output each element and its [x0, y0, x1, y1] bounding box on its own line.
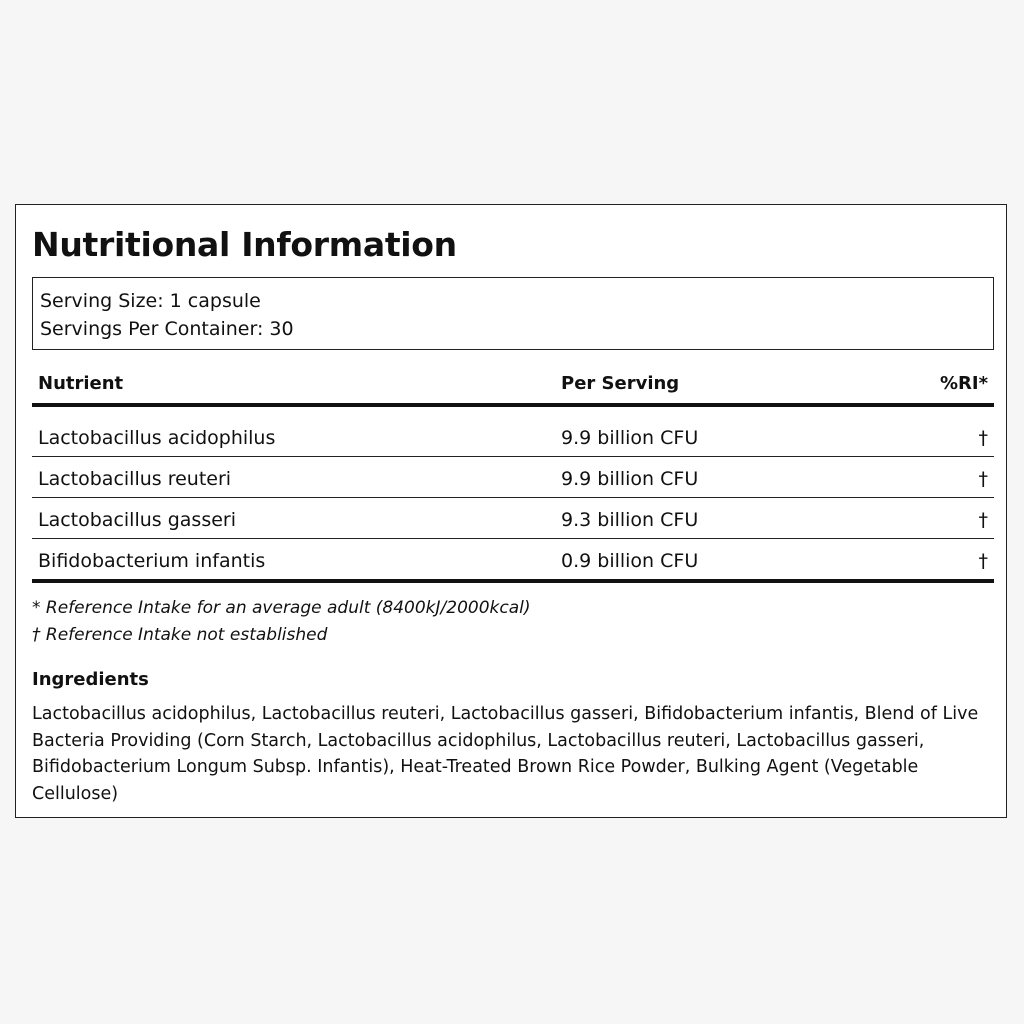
header-nutrient: Nutrient — [38, 373, 124, 394]
ingredients-heading: Ingredients — [32, 669, 149, 690]
header-per-serving: Per Serving — [561, 373, 680, 394]
nutrient-name: Lactobacillus gasseri — [38, 509, 236, 531]
nutrient-per-serving: 9.9 billion CFU — [561, 427, 699, 449]
serving-size: Serving Size: 1 capsule — [40, 290, 261, 312]
nutrient-ri: † — [978, 509, 988, 531]
serving-info-box — [32, 277, 994, 350]
table-row — [32, 416, 994, 457]
table-header-row — [32, 365, 994, 407]
table-row — [32, 539, 994, 583]
footnote-not-established: † Reference Intake not established — [32, 625, 328, 645]
table-row — [32, 457, 994, 498]
nutrient-name: Lactobacillus acidophilus — [38, 427, 276, 449]
nutrient-ri: † — [978, 427, 988, 449]
nutrient-ri: † — [978, 550, 988, 572]
table-row — [32, 498, 994, 539]
footnotes — [32, 595, 531, 649]
nutrient-per-serving: 0.9 billion CFU — [561, 550, 699, 572]
footnote-reference-intake: * Reference Intake for an average adult (8400kJ/2000kcal) — [32, 598, 531, 618]
ingredients-text: Lactobacillus acidophilus, Lactobacillus reuteri, Lactobacillus gasseri, Bifidobacterium infantis, Blend of Live Bacteria Providing (Corn Starch, Lactobacillus acidophilus, Lactobacillus reuteri, Lactobacillus gasseri, Bifidobacterium Longum Subsp. Infantis), Heat-Treated Brown Rice Powder, Bulking Agent (Vegetable Cellulose) — [32, 704, 979, 804]
table-spacer — [32, 407, 994, 416]
nutrition-label-panel — [15, 204, 1007, 818]
servings-per-container: Servings Per Container: 30 — [40, 318, 294, 340]
nutrient-name: Lactobacillus reuteri — [38, 468, 232, 490]
label-title: Nutritional Information — [32, 225, 457, 264]
nutrient-per-serving: 9.3 billion CFU — [561, 509, 699, 531]
nutrient-per-serving: 9.9 billion CFU — [561, 468, 699, 490]
nutrient-ri: † — [978, 468, 988, 490]
nutrient-name: Bifidobacterium infantis — [38, 550, 266, 572]
nutrient-table — [32, 365, 994, 583]
header-ri: %RI* — [939, 373, 988, 394]
